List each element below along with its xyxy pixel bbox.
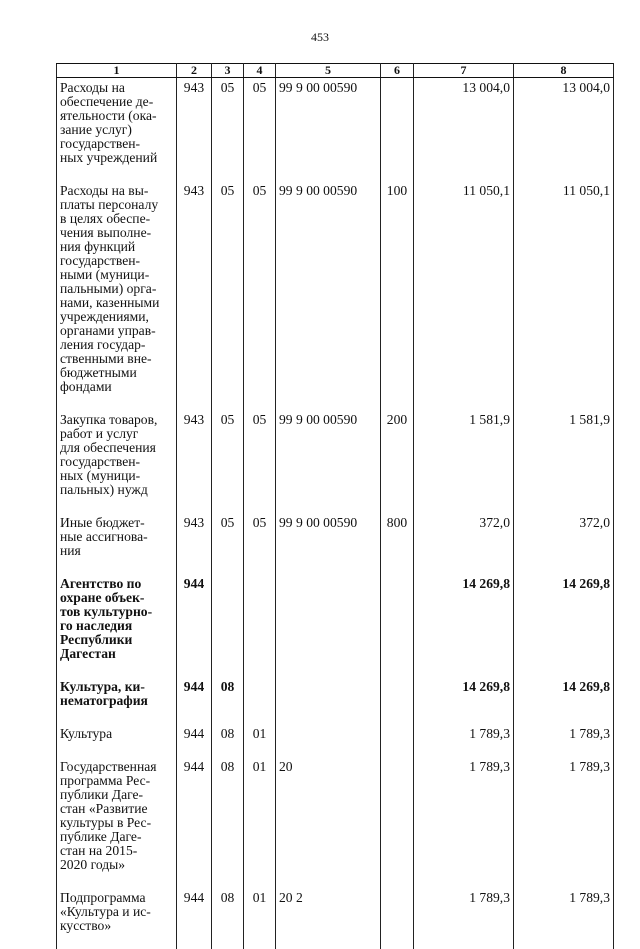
cell-amount-1: 14 269,8 [414,574,514,677]
row-name: Расходы на обеспечение де- ятельности (ока- зание услуг) государствен- ных учреждений [57,78,177,182]
cell-amount-2: 11 050,1 [514,181,614,410]
cell-amount-1: 13 004,0 [414,78,514,182]
cell-target-article: 99 9 00 00590 [276,78,381,182]
row-name: Государственная программа Рес- публики Даге- стан «Развитие культуры в Рес- публике Даге- стан на 2015- 2020 годы» [57,757,177,888]
cell-section: 08 [212,757,244,888]
cell-ministry-code: 943 [177,410,212,513]
cell-amount-1: 1 581,9 [414,410,514,513]
cell-section: 08 [212,888,244,949]
cell-amount-2: 1 789,3 [514,724,614,757]
cell-expense-type: 100 [381,181,414,410]
row-name: Подпрограмма «Культура и ис- кусство» [57,888,177,949]
header-col-4: 4 [244,64,276,78]
row-name: Культура, ки- нематография [57,677,177,724]
table-row [57,677,614,724]
cell-section: 08 [212,677,244,724]
table-row [57,410,614,513]
cell-amount-2: 13 004,0 [514,78,614,182]
cell-expense-type [381,677,414,724]
table-row [57,574,614,677]
row-name: Иные бюджет- ные ассигнова- ния [57,513,177,574]
table-row [57,513,614,574]
cell-subsection: 05 [244,410,276,513]
cell-expense-type [381,78,414,182]
cell-target-article [276,677,381,724]
cell-section: 05 [212,181,244,410]
table-row [57,724,614,757]
cell-amount-2: 14 269,8 [514,677,614,724]
cell-ministry-code: 944 [177,757,212,888]
row-name: Культура [57,724,177,757]
header-col-2: 2 [177,64,212,78]
cell-amount-1: 1 789,3 [414,724,514,757]
cell-target-article: 99 9 00 00590 [276,513,381,574]
cell-expense-type [381,724,414,757]
cell-amount-2: 1 789,3 [514,888,614,949]
cell-amount-1: 11 050,1 [414,181,514,410]
cell-expense-type: 800 [381,513,414,574]
cell-ministry-code: 944 [177,724,212,757]
header-col-5: 5 [276,64,381,78]
cell-ministry-code: 944 [177,888,212,949]
cell-expense-type [381,757,414,888]
cell-amount-2: 1 789,3 [514,757,614,888]
cell-target-article [276,724,381,757]
row-name: Закупка товаров, работ и услуг для обеспечения государствен- ных (муници- пальных) нужд [57,410,177,513]
header-col-3: 3 [212,64,244,78]
cell-subsection [244,677,276,724]
header-col-1: 1 [57,64,177,78]
cell-section: 05 [212,78,244,182]
header-col-6: 6 [381,64,414,78]
cell-expense-type: 200 [381,410,414,513]
cell-amount-1: 14 269,8 [414,677,514,724]
cell-subsection: 01 [244,888,276,949]
cell-ministry-code: 944 [177,574,212,677]
row-name: Расходы на вы- платы персоналу в целях обеспе- чения выполне- ния функций государствен- ными (муници- пальными) орга- нами, казенными учреждениями, органами управ- ления государ- ственными вне- бюджетными фондами [57,181,177,410]
cell-section: 05 [212,513,244,574]
table-row [57,888,614,949]
cell-subsection: 01 [244,757,276,888]
cell-target-article [276,574,381,677]
cell-section: 05 [212,410,244,513]
table-row [57,181,614,410]
cell-ministry-code: 943 [177,513,212,574]
cell-amount-1: 372,0 [414,513,514,574]
cell-subsection: 05 [244,513,276,574]
cell-section [212,574,244,677]
table-body [57,78,614,949]
row-name: Агентство по охране объек- тов культурно- го наследия Республики Дагестан [57,574,177,677]
header-col-7: 7 [414,64,514,78]
cell-amount-1: 1 789,3 [414,888,514,949]
cell-ministry-code: 944 [177,677,212,724]
cell-expense-type [381,888,414,949]
cell-target-article: 99 9 00 00590 [276,410,381,513]
cell-target-article: 20 [276,757,381,888]
cell-target-article: 20 2 [276,888,381,949]
table-row [57,757,614,888]
cell-amount-2: 1 581,9 [514,410,614,513]
cell-ministry-code: 943 [177,181,212,410]
header-col-8: 8 [514,64,614,78]
page-number: 453 [0,30,640,45]
cell-subsection: 05 [244,181,276,410]
cell-amount-1: 1 789,3 [414,757,514,888]
cell-target-article: 99 9 00 00590 [276,181,381,410]
cell-expense-type [381,574,414,677]
cell-amount-2: 372,0 [514,513,614,574]
budget-table [56,63,614,949]
cell-amount-2: 14 269,8 [514,574,614,677]
cell-section: 08 [212,724,244,757]
cell-ministry-code: 943 [177,78,212,182]
table-row [57,78,614,182]
table-header-row [57,64,614,78]
cell-subsection [244,574,276,677]
cell-subsection: 05 [244,78,276,182]
cell-subsection: 01 [244,724,276,757]
